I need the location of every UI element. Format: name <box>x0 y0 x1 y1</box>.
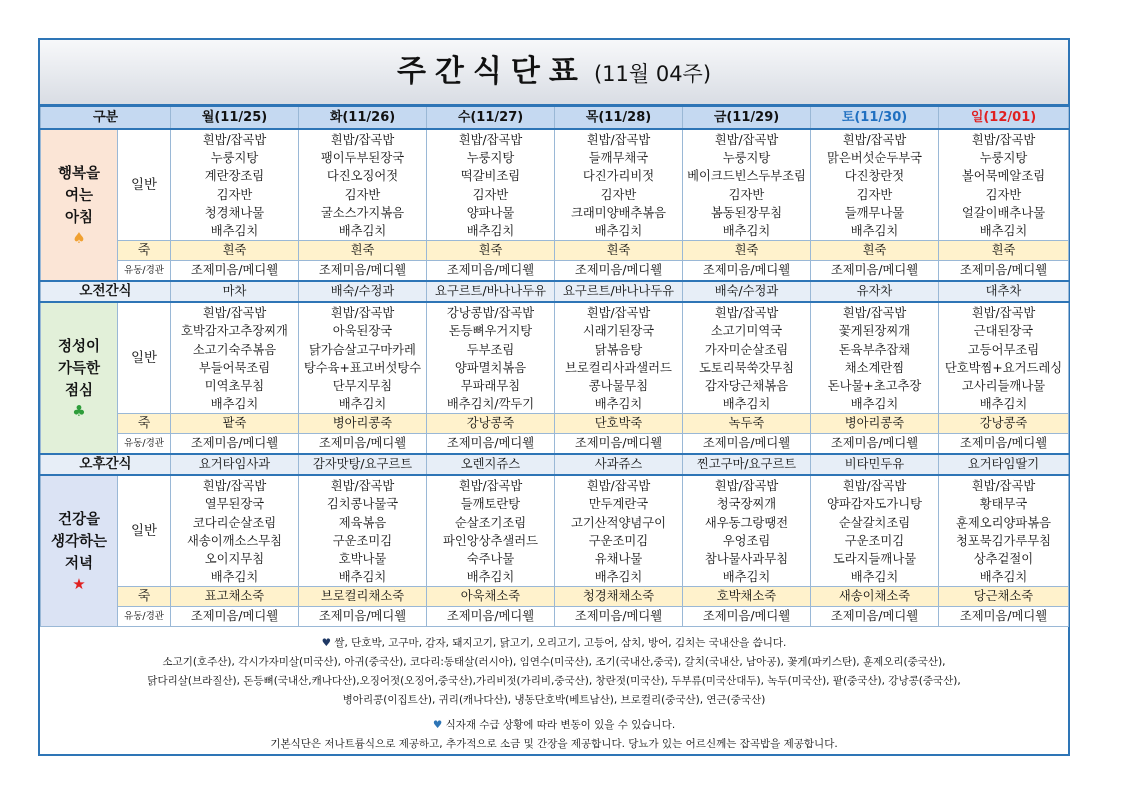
dish-item: 도라지들깨나물 <box>832 552 917 566</box>
dish-item: 떡갈비조림 <box>460 169 521 184</box>
star-icon: ★ <box>72 575 86 594</box>
liquid-diet-item: 조제미음/메디웰 <box>427 607 555 627</box>
liquid-diet-item: 조제미음/메디웰 <box>427 434 555 455</box>
dish-item: 흰밥/잡곡밥 <box>714 306 779 321</box>
dish-item: 들깨토란탕 <box>460 497 521 512</box>
dish-item: 흰밥/잡곡밥 <box>586 479 651 494</box>
origin-line-1: 소고기(호주산), 각시가자미살(미국산), 아귀(중국산), 코다리:동태살(러시아), 임연수(미국산), 조기(국내산,중국), 갈치(국내산, 남아공), 꽃게(파키스탄), 훈제오리(중국산), <box>162 656 946 668</box>
dinner-porridge-row <box>41 587 1069 607</box>
dish-item: 다진창란젓 <box>844 169 905 184</box>
dish-list <box>427 475 555 587</box>
category-general: 일반 <box>118 302 171 414</box>
menu-frame <box>38 38 1070 756</box>
dish-list <box>811 302 939 414</box>
dish-list <box>171 302 299 414</box>
porridge-item: 병아리콩죽 <box>811 414 939 434</box>
dish-item: 채소계란찜 <box>844 360 905 375</box>
snack-item: 대추차 <box>939 281 1069 302</box>
day-header: 목(11/28) <box>555 106 683 129</box>
dish-item: 콩나물무침 <box>588 378 649 393</box>
porridge-item: 흰죽 <box>939 241 1069 261</box>
dish-item: 흰밥/잡곡밥 <box>586 133 651 147</box>
dish-item: 흰밥/잡곡밥 <box>971 306 1036 321</box>
dish-item: 양파멸치볶음 <box>454 360 527 375</box>
page-title: 주간식단표 <box>396 54 587 89</box>
heart-icon: ♥ <box>432 719 443 731</box>
day-header: 월(11/25) <box>171 106 299 129</box>
porridge-item: 호박채소죽 <box>683 587 811 607</box>
dish-list <box>555 302 683 414</box>
porridge-label: 죽 <box>118 414 171 434</box>
dish-item: 브로컬리사과샐러드 <box>565 360 672 375</box>
dish-item: 고사리들깨나물 <box>961 378 1046 393</box>
dish-item: 팽이두부된장국 <box>320 151 405 166</box>
breakfast-meal-label <box>41 129 118 281</box>
dish-item: 흰밥/잡곡밥 <box>842 479 907 494</box>
dish-item: 고등어무조림 <box>967 342 1040 357</box>
dish-item: 순살조기조림 <box>454 515 527 530</box>
snack-label: 오후간식 <box>41 454 171 475</box>
meal-label-line: 건강을 <box>57 512 101 529</box>
dish-item: 닭볶음탕 <box>594 342 643 357</box>
snack-item: 요구르트/바나나두유 <box>555 281 683 302</box>
snack-item: 사과쥬스 <box>555 454 683 475</box>
dish-item: 배추김치 <box>850 397 899 412</box>
snack-item: 오렌지쥬스 <box>427 454 555 475</box>
dinner-liquid-row <box>41 607 1069 627</box>
dish-item: 돈등뼈우거지탕 <box>448 324 533 339</box>
porridge-item: 흰죽 <box>811 241 939 261</box>
porridge-label: 죽 <box>118 241 171 261</box>
dish-item: 파인앙상추샐러드 <box>442 533 539 548</box>
dish-item: 배추김치 <box>466 570 515 585</box>
dish-item: 만두계란국 <box>588 497 649 512</box>
dish-item: 흰밥/잡곡밥 <box>971 133 1036 147</box>
origin-line-3: 병아리콩(이집트산), 귀리(캐나다산), 냉동단호박(베트남산), 브로컬리(중국산), 연근(중국산) <box>342 694 766 706</box>
liquid-diet-label: 유동/경관 <box>118 434 171 455</box>
dish-item: 배추김치 <box>722 570 771 585</box>
dish-item: 상추겉절이 <box>973 552 1034 566</box>
dish-item: 배추김치 <box>210 570 259 585</box>
dish-item: 청경채나물 <box>204 205 265 220</box>
dish-item: 코다리순살조림 <box>192 515 277 530</box>
dish-list <box>171 475 299 587</box>
page-subtitle: (11월 04주) <box>593 62 712 86</box>
dish-item: 호박나물 <box>338 552 387 566</box>
snack-item: 배숙/수정과 <box>299 281 427 302</box>
day-header: 화(11/26) <box>299 106 427 129</box>
dish-item: 새송이깨소스무침 <box>186 533 283 548</box>
dish-item: 강낭콩밥/잡곡밥 <box>446 306 535 321</box>
dish-list <box>555 475 683 587</box>
dish-item: 도토리묵쑥갓무침 <box>698 360 795 375</box>
dish-item: 흰밥/잡곡밥 <box>714 479 779 494</box>
liquid-diet-item: 조제미음/메디웰 <box>939 261 1069 282</box>
dish-item: 아욱된장국 <box>332 324 393 339</box>
liquid-diet-item: 조제미음/메디웰 <box>171 434 299 455</box>
dish-item: 김자반 <box>216 187 253 202</box>
snack_am-row <box>41 281 1069 302</box>
club-icon: ♣ <box>72 402 86 421</box>
dish-item: 제육볶음 <box>338 515 387 530</box>
dish-item: 배추김치 <box>594 223 643 238</box>
porridge-item: 청경채채소죽 <box>555 587 683 607</box>
dish-item: 청국장찌개 <box>716 497 777 512</box>
dish-list <box>939 129 1069 241</box>
liquid-diet-item: 조제미음/메디웰 <box>555 607 683 627</box>
dish-item: 배추김치 <box>338 397 387 412</box>
dish-item: 김자반 <box>344 187 381 202</box>
dish-item: 배추김치 <box>979 397 1028 412</box>
snack-item: 요거타임사과 <box>171 454 299 475</box>
dish-list <box>939 302 1069 414</box>
dish-list <box>811 129 939 241</box>
liquid-diet-item: 조제미음/메디웰 <box>299 261 427 282</box>
dish-item: 크래미양배추볶음 <box>570 205 667 220</box>
basic-diet-note: 기본식단은 저나트륨식으로 제공하고, 추가적으로 소금 및 간장을 제공합니다. 당뇨가 있는 어르신께는 잡곡밥을 제공합니다. <box>270 738 838 750</box>
liquid-diet-item: 조제미음/메디웰 <box>683 434 811 455</box>
snack-item: 배숙/수정과 <box>683 281 811 302</box>
lunch-menu-row <box>41 302 1069 414</box>
heart-icon: ♥ <box>321 637 331 649</box>
liquid-diet-item: 조제미음/메디웰 <box>811 607 939 627</box>
dish-item: 유채나물 <box>594 552 643 566</box>
dish-item: 배추김치 <box>338 223 387 238</box>
porridge-item: 흰죽 <box>171 241 299 261</box>
dish-item: 오이지무침 <box>204 552 265 566</box>
dish-item: 배추김치 <box>210 397 259 412</box>
dish-item: 청포묵김가루무침 <box>955 533 1052 548</box>
category-general: 일반 <box>118 129 171 241</box>
snack-item: 비타민두유 <box>811 454 939 475</box>
category-general: 일반 <box>118 475 171 587</box>
dish-item: 얼갈이배추나물 <box>961 205 1046 220</box>
dish-item: 흰밥/잡곡밥 <box>586 306 651 321</box>
snack-item: 찐고구마/요구르트 <box>683 454 811 475</box>
dish-item: 열무된장국 <box>204 497 265 512</box>
dish-item: 흰밥/잡곡밥 <box>971 479 1036 494</box>
header-label: 구분 <box>41 106 171 129</box>
dish-item: 닭가슴살고구마카레 <box>309 342 416 357</box>
porridge-item: 당근채소죽 <box>939 587 1069 607</box>
dish-list <box>427 129 555 241</box>
dish-item: 배추김치 <box>594 397 643 412</box>
dish-item: 흰밥/잡곡밥 <box>842 306 907 321</box>
dish-item: 흰밥/잡곡밥 <box>202 479 267 494</box>
dish-item: 봄동된장무침 <box>710 205 783 220</box>
day-header: 토(11/30) <box>811 106 939 129</box>
porridge-label: 죽 <box>118 587 171 607</box>
notice-note: ♥ 식자재 수급 상황에 따라 변동이 있을 수 있습니다. <box>432 719 676 731</box>
dish-item: 흰밥/잡곡밥 <box>330 306 395 321</box>
dish-item: 배추김치 <box>722 223 771 238</box>
liquid-diet-item: 조제미음/메디웰 <box>811 434 939 455</box>
origin-main-note: ♥ 쌀, 단호박, 고구마, 감자, 돼지고기, 닭고기, 오리고기, 고등어, 삼치, 방어, 김치는 국내산을 씁니다. <box>321 637 787 649</box>
dish-item: 꽃게된장찌개 <box>838 324 911 339</box>
dish-item: 새우동그랑땡전 <box>704 515 789 530</box>
dish-item: 우엉조림 <box>722 533 771 548</box>
liquid-diet-item: 조제미음/메디웰 <box>939 434 1069 455</box>
dish-item: 배추김치/깍두기 <box>446 397 535 412</box>
title-bar <box>40 40 1068 105</box>
dish-list <box>171 129 299 241</box>
meal-label-line: 아침 <box>64 210 93 227</box>
dish-item: 순살갈치조림 <box>838 515 911 530</box>
meal-label-line: 점심 <box>64 383 93 400</box>
dish-item: 황태무국 <box>979 497 1028 512</box>
dish-item: 누룽지탕 <box>722 151 771 166</box>
dish-list <box>939 475 1069 587</box>
porridge-item: 녹두죽 <box>683 414 811 434</box>
dish-item: 배추김치 <box>594 570 643 585</box>
dish-item: 무파래무침 <box>460 378 521 393</box>
dinner-meal-label <box>41 475 118 627</box>
liquid-diet-item: 조제미음/메디웰 <box>555 434 683 455</box>
dish-item: 베이크드빈스두부조림 <box>687 169 806 184</box>
dish-item: 숙주나물 <box>466 552 515 566</box>
porridge-item: 팥죽 <box>171 414 299 434</box>
dish-item: 흰밥/잡곡밥 <box>842 133 907 147</box>
liquid-diet-item: 조제미음/메디웰 <box>171 261 299 282</box>
dish-item: 양파감자도가니탕 <box>826 497 923 512</box>
dish-item: 단무지무침 <box>332 378 393 393</box>
day-header: 일(12/01) <box>939 106 1069 129</box>
dish-item: 다진가리비젓 <box>582 169 655 184</box>
dish-item: 들깨무나물 <box>844 205 905 220</box>
liquid-diet-item: 조제미음/메디웰 <box>939 607 1069 627</box>
dish-item: 배추김치 <box>850 570 899 585</box>
dish-item: 흰밥/잡곡밥 <box>330 133 395 147</box>
snack-label: 오전간식 <box>41 281 171 302</box>
meal-label-line: 행복을 <box>57 166 101 183</box>
dish-item: 누룽지탕 <box>979 151 1028 166</box>
snack-item: 감자맛탕/요구르트 <box>299 454 427 475</box>
lunch-porridge-row <box>41 414 1069 434</box>
meal-label-line: 저녁 <box>64 556 93 573</box>
porridge-item: 새송이채소죽 <box>811 587 939 607</box>
dish-item: 탕수육+표고버섯탕수 <box>303 360 422 375</box>
dish-item: 구운조미김 <box>844 533 905 548</box>
porridge-item: 병아리콩죽 <box>299 414 427 434</box>
dish-item: 흰밥/잡곡밥 <box>458 479 523 494</box>
snack-item: 유자차 <box>811 281 939 302</box>
dish-item: 배추김치 <box>338 570 387 585</box>
dish-item: 맑은버섯순두부국 <box>826 151 923 166</box>
porridge-item: 브로컬리채소죽 <box>299 587 427 607</box>
dish-item: 볼어묵메알조림 <box>961 169 1046 184</box>
liquid-diet-item: 조제미음/메디웰 <box>811 261 939 282</box>
dish-list <box>427 302 555 414</box>
dish-item: 양파나물 <box>466 205 515 220</box>
snack-item: 마차 <box>171 281 299 302</box>
dish-list <box>299 302 427 414</box>
origin-line-2: 닭다리살(브라질산), 돈등뼈(국내산,캐나다산),오징어젓(오징어,중국산),가리비젓(가리비,중국산), 창란젓(미국산), 두부류(미국산대두), 녹두(미국산), 팥(중국산), 강낭콩(중국산), <box>147 675 961 687</box>
dish-item: 소고기숙주볶음 <box>192 342 277 357</box>
porridge-item: 아욱채소죽 <box>427 587 555 607</box>
dish-list <box>555 129 683 241</box>
day-header: 금(11/29) <box>683 106 811 129</box>
liquid-diet-item: 조제미음/메디웰 <box>683 261 811 282</box>
dish-item: 두부조림 <box>466 342 515 357</box>
dish-item: 감자당근채볶음 <box>704 378 789 393</box>
dinner-menu-row <box>41 475 1069 587</box>
liquid-diet-item: 조제미음/메디웰 <box>171 607 299 627</box>
dish-item: 미역초무침 <box>204 378 265 393</box>
dish-item: 부들어묵조림 <box>198 360 271 375</box>
porridge-item: 흰죽 <box>427 241 555 261</box>
meal-label-line: 생각하는 <box>50 534 108 551</box>
dish-item: 배추김치 <box>979 223 1028 238</box>
dish-item: 소고기미역국 <box>710 324 783 339</box>
meal-label-line: 여는 <box>64 188 93 205</box>
menu-table <box>40 105 1069 627</box>
dish-item: 김자반 <box>856 187 893 202</box>
dish-item: 흰밥/잡곡밥 <box>330 479 395 494</box>
liquid-diet-item: 조제미음/메디웰 <box>299 434 427 455</box>
dish-item: 들깨무채국 <box>588 151 649 166</box>
liquid-diet-item: 조제미음/메디웰 <box>299 607 427 627</box>
dish-item: 돈나물+초고추장 <box>827 378 922 393</box>
dish-item: 굴소스가지볶음 <box>320 205 405 220</box>
liquid-diet-label: 유동/경관 <box>118 261 171 282</box>
dish-list <box>299 129 427 241</box>
header-row <box>41 106 1069 129</box>
porridge-item: 강낭콩죽 <box>427 414 555 434</box>
dish-item: 다진오징어젓 <box>326 169 399 184</box>
dish-item: 김자반 <box>728 187 765 202</box>
dish-item: 호박감자고추장찌개 <box>181 324 288 339</box>
spade-icon: ♠ <box>72 229 86 248</box>
dish-item: 시래기된장국 <box>582 324 655 339</box>
porridge-item: 단호박죽 <box>555 414 683 434</box>
dish-item: 김치콩나물국 <box>326 497 399 512</box>
liquid-diet-item: 조제미음/메디웰 <box>427 261 555 282</box>
dish-item: 근대된장국 <box>973 324 1034 339</box>
dish-item: 김자반 <box>985 187 1022 202</box>
porridge-item: 강낭콩죽 <box>939 414 1069 434</box>
dish-item: 누룽지탕 <box>466 151 515 166</box>
snack_pm-row <box>41 454 1069 475</box>
snack-item: 요구르트/바나나두유 <box>427 281 555 302</box>
dish-item: 구운조미김 <box>588 533 649 548</box>
dish-item: 돈육부추잡채 <box>838 342 911 357</box>
dish-item: 계란장조림 <box>204 169 265 184</box>
lunch-liquid-row <box>41 434 1069 455</box>
breakfast-liquid-row <box>41 261 1069 282</box>
snack-item: 요거타임딸기 <box>939 454 1069 475</box>
dish-item: 단호박찜+요거드레싱 <box>944 360 1063 375</box>
day-header: 수(11/27) <box>427 106 555 129</box>
dish-item: 누룽지탕 <box>210 151 259 166</box>
liquid-diet-item: 조제미음/메디웰 <box>555 261 683 282</box>
dish-item: 고기산적양념구이 <box>570 515 667 530</box>
dish-item: 배추김치 <box>466 223 515 238</box>
dish-item: 흰밥/잡곡밥 <box>202 133 267 147</box>
dish-item: 김자반 <box>600 187 637 202</box>
dish-list <box>683 302 811 414</box>
dish-item: 배추김치 <box>850 223 899 238</box>
porridge-item: 흰죽 <box>555 241 683 261</box>
dish-list <box>683 129 811 241</box>
meal-label-line: 가득한 <box>57 361 101 378</box>
dish-item: 배추김치 <box>210 223 259 238</box>
dish-list <box>811 475 939 587</box>
dish-item: 훈제오리양파볶음 <box>955 515 1052 530</box>
liquid-diet-item: 조제미음/메디웰 <box>683 607 811 627</box>
breakfast-porridge-row <box>41 241 1069 261</box>
dish-item: 흰밥/잡곡밥 <box>202 306 267 321</box>
meal-label-line: 정성이 <box>57 339 101 356</box>
dish-item: 배추김치 <box>722 397 771 412</box>
dish-item: 참나물사과무침 <box>704 552 789 566</box>
notes-section <box>40 634 1068 754</box>
dish-item: 배추김치 <box>979 570 1028 585</box>
porridge-item: 흰죽 <box>683 241 811 261</box>
lunch-meal-label <box>41 302 118 454</box>
dish-list <box>683 475 811 587</box>
porridge-item: 표고채소죽 <box>171 587 299 607</box>
dish-item: 흰밥/잡곡밥 <box>714 133 779 147</box>
liquid-diet-label: 유동/경관 <box>118 607 171 627</box>
breakfast-menu-row <box>41 129 1069 241</box>
porridge-item: 흰죽 <box>299 241 427 261</box>
dish-item: 구운조미김 <box>332 533 393 548</box>
dish-item: 김자반 <box>472 187 509 202</box>
dish-item: 흰밥/잡곡밥 <box>458 133 523 147</box>
dish-item: 가자미순살조림 <box>704 342 789 357</box>
dish-list <box>299 475 427 587</box>
